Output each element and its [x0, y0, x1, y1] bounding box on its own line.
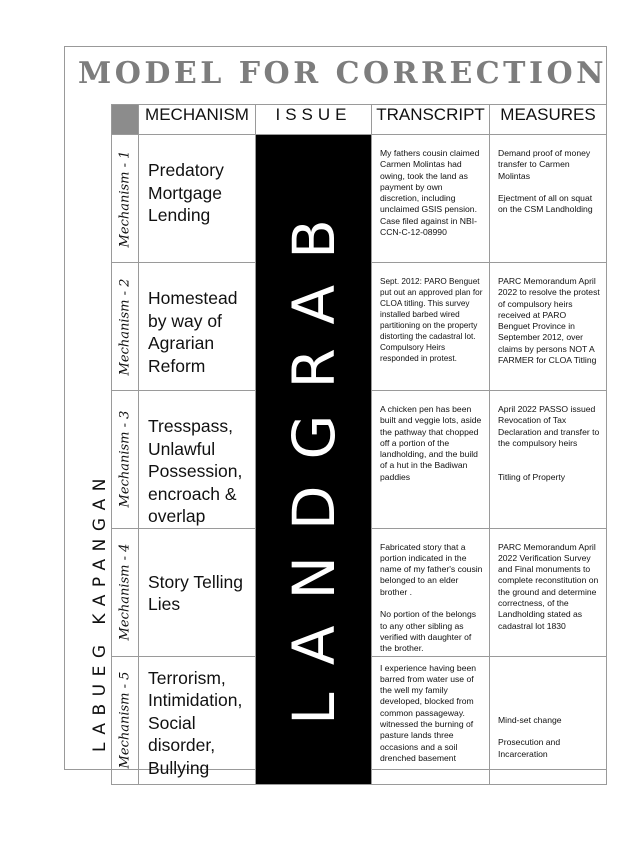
- header-transcript: TRANSCRIPT: [372, 105, 490, 135]
- mechanism-label: Mechanism - 2: [112, 263, 139, 391]
- table-row: [112, 135, 607, 263]
- measures-cell: Demand proof of money transfer to Carmen Molintas Ejectment of all on squat on the CSM Landholding: [490, 135, 607, 263]
- mechanism-name: Terrorism, Intimidation, Social disorder, Bullying: [139, 656, 256, 784]
- measures-cell: PARC Memorandum April 2022 Verification Survey and Final monuments to complete reconstitution on the ground and determine correctness, of the Landholding stated as cadastral lot 1830: [490, 528, 607, 656]
- correction-table: [111, 104, 607, 785]
- header-mechanism: MECHANISM: [139, 105, 256, 135]
- mechanism-label: Mechanism - 5: [112, 656, 139, 784]
- corner-cell: [112, 105, 139, 135]
- mechanism-name: Tresspass, Unlawful Possession, encroach & overlap: [139, 391, 256, 529]
- measures-cell: Mind-set change Prosecution and Incarceration: [490, 656, 607, 784]
- mechanism-label: Mechanism - 4: [112, 528, 139, 656]
- issue-text: LANDGRAB: [279, 193, 348, 726]
- header-row: [112, 105, 607, 135]
- mechanism-name: Predatory Mortgage Lending: [139, 135, 256, 263]
- transcript-cell: My fathers cousin claimed Carmen Molintas had owing, took the land as payment by own discretion, including unclaimed GSIS pension. Case filed against in NBI-CCN-C-12-08990: [372, 135, 490, 263]
- page-title: MODEL FOR CORRECTION: [78, 56, 608, 91]
- measures-cell: PARC Memorandum April 2022 to resolve the protest of compulsory heirs received at PARO Benguet Province in September 2012, over claims by persons NOT A FARMER for CLOA Titling: [490, 263, 607, 391]
- side-label: LABUEG KAPANGAN: [90, 471, 110, 752]
- issue-cell: [256, 135, 372, 785]
- mechanism-name: Story Telling Lies: [139, 528, 256, 656]
- header-measures: MEASURES: [490, 105, 607, 135]
- header-issue: ISSUE: [256, 105, 372, 135]
- transcript-cell: Sept. 2012: PARO Benguet put out an approved plan for CLOA titling. This survey installed barbed wired partitioning on the property distorting the cadastral lot. Compulsory Heirs responded in protest.: [372, 263, 490, 391]
- mechanism-label: Mechanism - 3: [112, 391, 139, 529]
- transcript-cell: A chicken pen has been built and veggie lots, aside the pathway that chopped off a portion of the landholding, and the build of a hut in the Badiwan paddies: [372, 391, 490, 529]
- mechanism-label: Mechanism - 1: [112, 135, 139, 263]
- mechanism-name: Homestead by way of Agrarian Reform: [139, 263, 256, 391]
- measures-cell: April 2022 PASSO issued Revocation of Tax Declaration and transfer to the compulsory heirs Titling of Property: [490, 391, 607, 529]
- transcript-cell: Fabricated story that a portion indicated in the name of my father's cousin belonged to an elder brother . No portion of the belongs to any other sibling as verified with daughter of the brother.: [372, 528, 490, 656]
- transcript-cell: I experience having been barred from water use of the well my family developed, blocked from common passageway. witnessed the burning of pasture lands three occasions and a soil drenched basement: [372, 656, 490, 784]
